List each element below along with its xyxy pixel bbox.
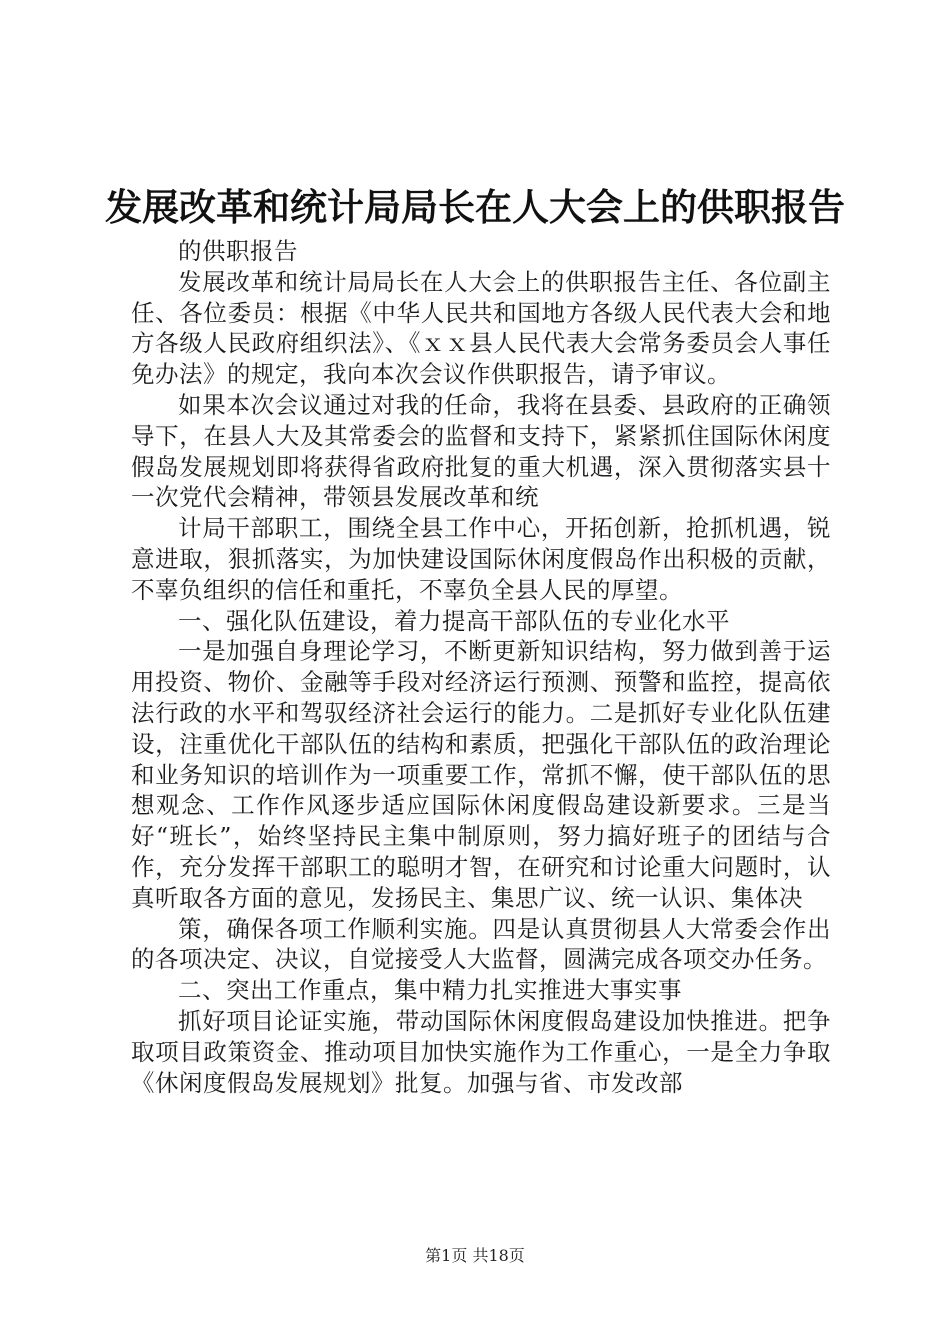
paragraph: 如果本次会议通过对我的任命，我将在县委、县政府的正确领导下，在县人大及其常委会的监督和支持下，紧紧抓住国际休闲度假岛发展规划即将获得省政府批复的重大机遇，深入贯彻落实县十一次党代会精神，带领县发展改革和统 xyxy=(131,390,831,512)
document-title: 发展改革和统计局局长在人大会上的供职报告 xyxy=(105,185,845,229)
paragraph: 计局干部职工，围绕全县工作中心，开拓创新，抢抓机遇，锐意进取，狠抓落实，为加快建设国际休闲度假岛作出积极的贡献，不辜负组织的信任和重托，不辜负全县人民的厚望。 xyxy=(131,514,831,604)
paragraph: 抓好项目论证实施，带动国际休闲度假岛建设加快推进。把争取项目政策资金、推动项目加快实施作为工作重心，一是全力争取《休闲度假岛发展规划》批复。加强与省、市发改部 xyxy=(131,1006,831,1097)
paragraph: 策，确保各项工作顺利实施。四是认真贯彻县人大常委会作出的各项决定、决议，自觉接受人大监督，圆满完成各项交办任务。 xyxy=(131,914,831,974)
paragraph: 一是加强自身理论学习，不断更新知识结构，努力做到善于运用投资、物价、金融等手段对经济运行预测、预警和监控，提高依法行政的水平和驾驭经济社会运行的能力。二是抓好专业化队伍建设，注重优化干部队伍的结构和素质，把强化干部队伍的政治理论和业务知识的培训作为一项重要工作，常抓不懈，使干部队伍的思想观念、工作作风逐步适应国际休闲度假岛建设新要求。三是当好“班长”，始终坚持民主集中制原则，努力搞好班子的团结与合作，充分发挥干部职工的聪明才智，在研究和讨论重大问题时，认真听取各方面的意见，发扬民主、集思广议、统一认识、集体决 xyxy=(131,637,831,912)
section-heading: 一、强化队伍建设，着力提高干部队伍的专业化水平 xyxy=(178,606,730,635)
paragraph: 发展改革和统计局局长在人大会上的供职报告主任、各位副主任、各位委员：根据《中华人民共和国地方各级人民代表大会和地方各级人民政府组织法》、《ｘｘ县人民代表大会常务委员会人事任免办法》的规定，我向本次会议作供职报告，请予审议。 xyxy=(131,267,831,389)
paragraph: 的供职报告 xyxy=(178,237,298,265)
document-body xyxy=(131,236,831,1098)
section-heading: 二、突出工作重点，集中精力扎实推进大事实事 xyxy=(178,976,682,1005)
page-number: 第1页 共18页 xyxy=(425,1246,525,1265)
